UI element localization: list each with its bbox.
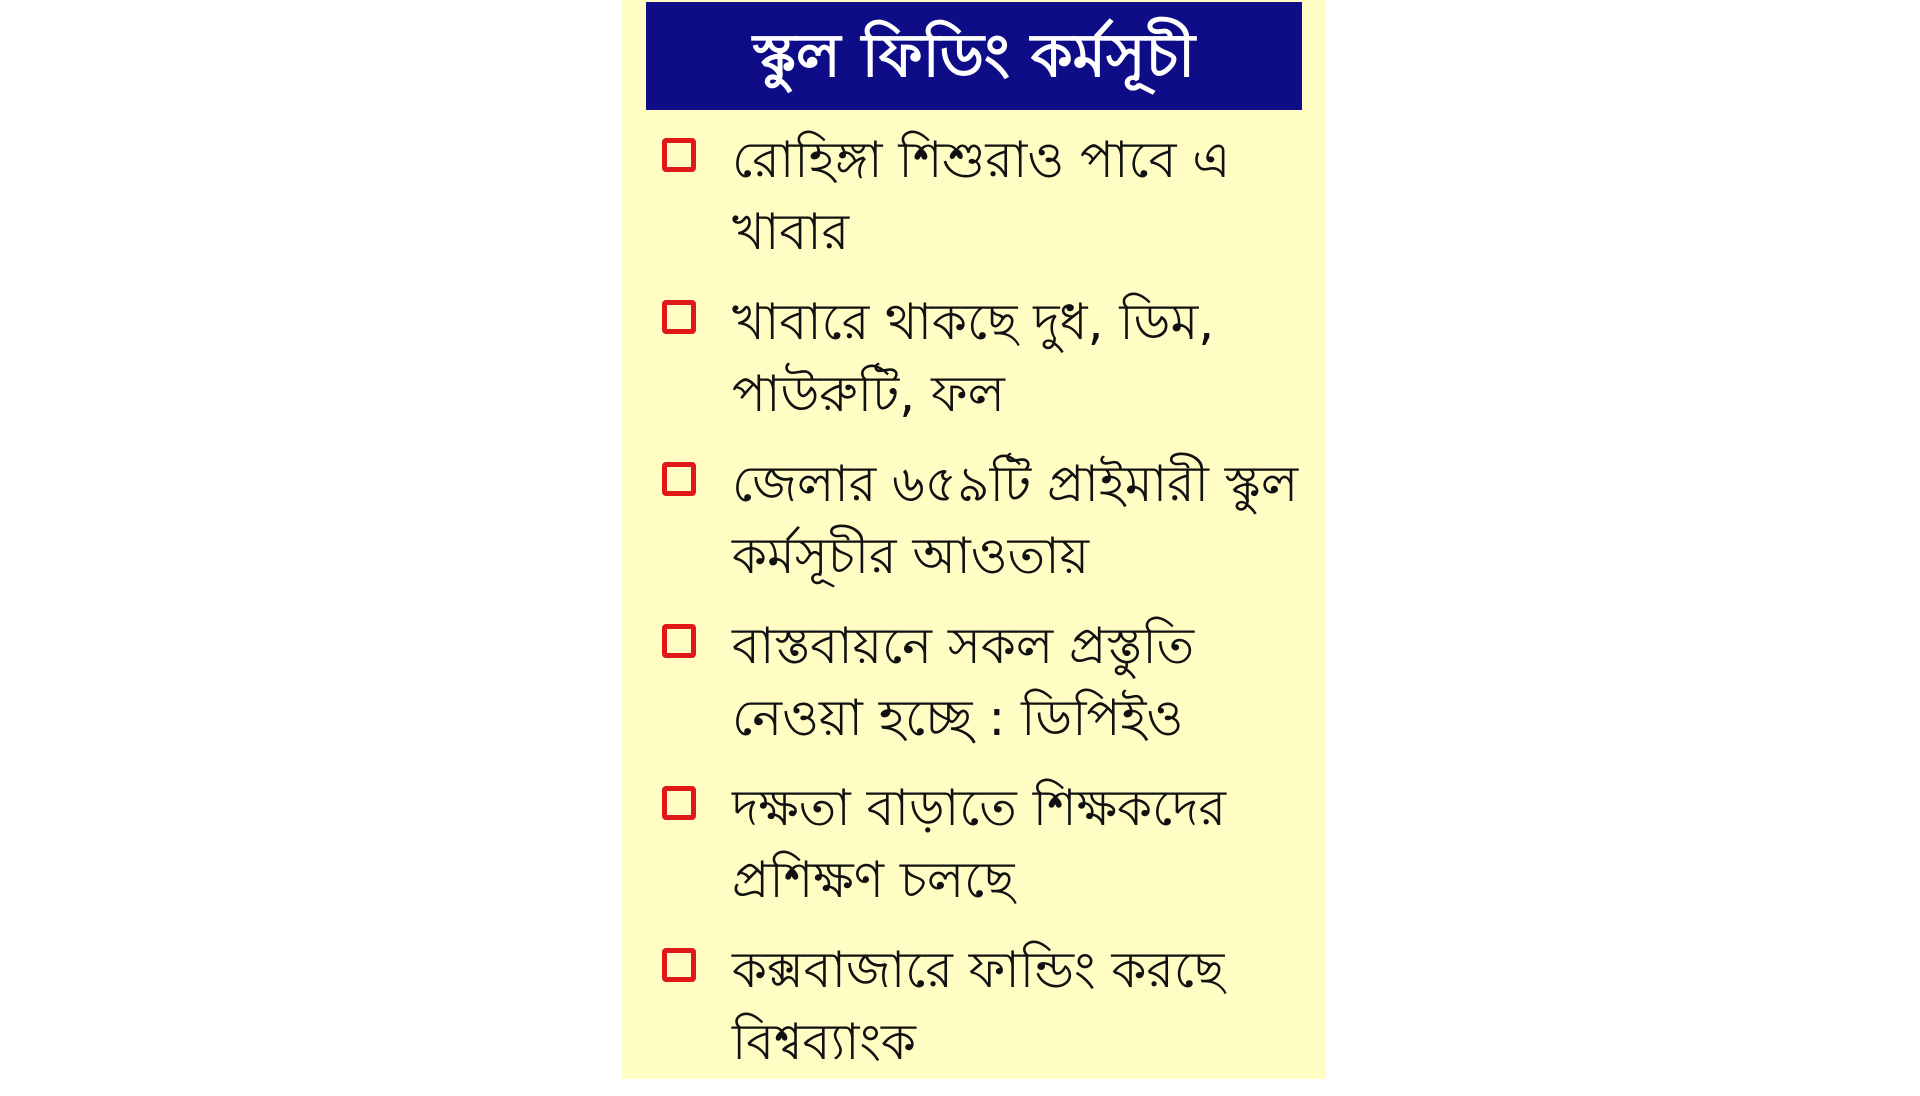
bullet-list xyxy=(622,124,1326,1096)
square-bullet-icon xyxy=(662,948,696,982)
list-item xyxy=(622,610,1326,772)
list-item xyxy=(622,448,1326,610)
square-bullet-icon xyxy=(662,462,696,496)
square-bullet-icon xyxy=(662,138,696,172)
square-bullet-icon xyxy=(662,786,696,820)
list-item xyxy=(622,286,1326,448)
list-item xyxy=(622,124,1326,286)
list-item-text: জেলার ৬৫৯টি প্রাইমারী স্কুল কর্মসূচীর আওতায় xyxy=(732,455,1299,585)
square-bullet-icon xyxy=(662,624,696,658)
list-item-text: কক্সবাজারে ফান্ডিং করছে বিশ্বব্যাংক xyxy=(732,941,1225,1071)
list-item-text: বাস্তবায়নে সকল প্রস্তুতি নেওয়া হচ্ছে : ডিপিইও xyxy=(732,617,1195,747)
infobox-title: স্কুল ফিডিং কর্মসূচী xyxy=(752,21,1196,91)
news-infobox xyxy=(622,0,1326,1079)
list-item-text: দক্ষতা বাড়াতে শিক্ষকদের প্রশিক্ষণ চলছে xyxy=(732,779,1226,909)
infobox-title-bar xyxy=(646,2,1302,110)
list-item xyxy=(622,934,1326,1096)
list-item xyxy=(622,772,1326,934)
list-item-text: রোহিঙ্গা শিশুরাও পাবে এ খাবার xyxy=(732,131,1231,261)
list-item-text: খাবারে থাকছে দুধ, ডিম, পাউরুটি, ফল xyxy=(732,293,1215,423)
square-bullet-icon xyxy=(662,300,696,334)
